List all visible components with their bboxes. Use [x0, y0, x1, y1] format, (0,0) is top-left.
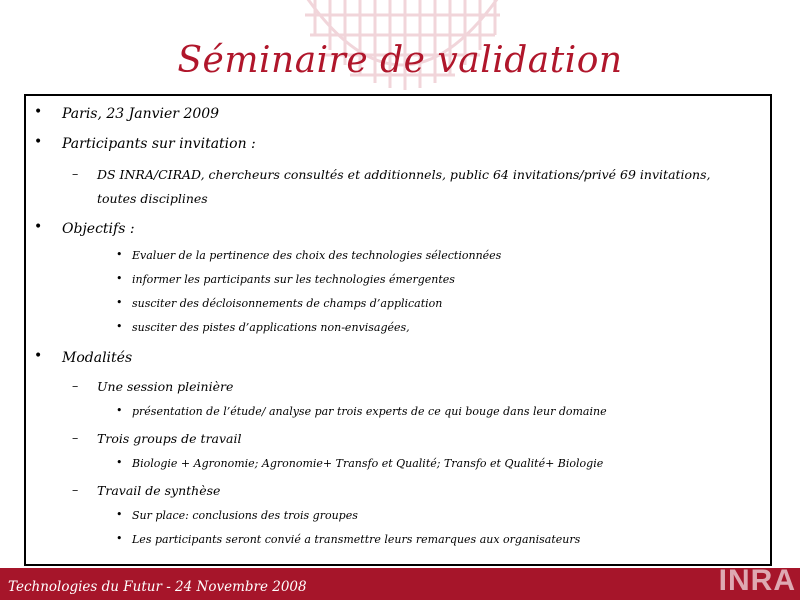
bullet-icon: •: [116, 404, 123, 417]
bullet-icon: •: [116, 320, 123, 333]
groups-item: Trois groups de travail: [97, 431, 242, 446]
participants-detail-line-1: DS INRA/CIRAD, chercheurs consultés et additionnels, public 64 invitations/privé 69 invitations,: [97, 167, 711, 182]
synthese-item: Travail de synthèse: [97, 483, 221, 498]
bullet-icon: •: [34, 219, 43, 235]
bullet-icon: •: [116, 532, 123, 545]
objectifs-subitem: informer les participants sur les technologies émergentes: [132, 273, 455, 286]
footer-text: Technologies du Futur - 24 Novembre 2008: [8, 579, 307, 595]
bullet-icon: •: [116, 456, 123, 469]
modalites-item: Modalités: [62, 350, 133, 366]
slide-title: Séminaire de validation: [177, 40, 623, 81]
objectifs-item: Objectifs :: [62, 221, 135, 237]
session-item: Une session pleinière: [97, 379, 234, 394]
objectifs-subitem: Evaluer de la pertinence des choix des technologies sélectionnées: [132, 249, 502, 262]
bullet-icon: •: [116, 508, 123, 521]
participants-detail-line-2: toutes disciplines: [97, 191, 208, 206]
footer-bar: [0, 564, 800, 600]
objectifs-subitem: susciter des décloisonnements de champs d’application: [132, 297, 443, 310]
date-item: Paris, 23 Janvier 2009: [62, 106, 220, 122]
dash-icon: –: [72, 166, 79, 181]
bullet-icon: •: [34, 134, 43, 150]
bullet-icon: •: [116, 272, 123, 285]
bullet-icon: •: [34, 348, 43, 364]
content-box: [24, 94, 772, 566]
bullet-icon: •: [34, 104, 43, 120]
dash-icon: –: [72, 482, 79, 497]
dash-icon: –: [72, 430, 79, 445]
objectifs-subitem: susciter des pistes d’applications non-envisagées,: [132, 321, 410, 334]
groups-detail: Biologie + Agronomie; Agronomie+ Transfo et Qualité; Transfo et Qualité+ Biologie: [132, 457, 604, 470]
bullet-icon: •: [116, 296, 123, 309]
synthese-subitem: Sur place: conclusions des trois groupes: [132, 509, 358, 522]
inra-logo: INRA: [718, 564, 796, 597]
dash-icon: –: [72, 378, 79, 393]
session-detail: présentation de l’étude/ analyse par trois experts de ce qui bouge dans leur domaine: [132, 405, 607, 418]
synthese-subitem: Les participants seront convié a transmettre leurs remarques aux organisateurs: [132, 533, 581, 546]
bullet-icon: •: [116, 248, 123, 261]
participants-item: Participants sur invitation :: [62, 136, 256, 152]
